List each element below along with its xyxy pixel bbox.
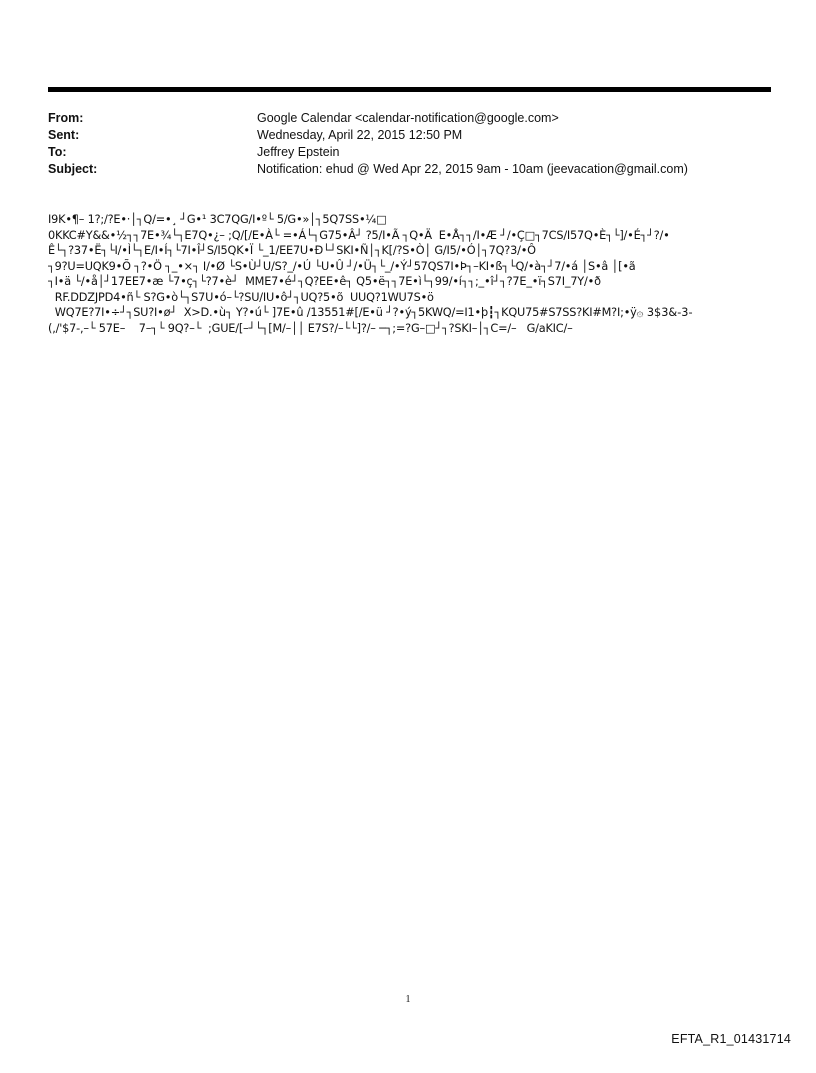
body-line: I9K•¶– 1?;/?E•·│┐Q/=•¸ ┘G•¹ 3C7QG/I•º└ 5/G•»│┐5Q7SS•¼□ bbox=[48, 213, 387, 226]
body-line: WQ7E?7I•÷┘┐SU?I•ø┘ X>D.•ù┐ Y?•ú└ ]7E•û /13551#[/E•ü ┘?•ý┐5KWQ/=I1•þ┇┐KQU75#S7SS?KI#M?I;•ÿ۞ 3$3&-3- bbox=[48, 306, 693, 319]
from-value: Google Calendar <calendar-notification@google.com> bbox=[257, 111, 559, 125]
body-line: Ê└┐?37•Ë┐└I/•Ì└┐E/I•Í┐└7I•Î┘S/I5QK•Ï └_1/EE7U•Ð└┘SKI•Ñ│┐K[/?S•Ò│ G/I5/•Ó│┐7Q?3/•Ô bbox=[48, 244, 536, 257]
subject-label: Subject: bbox=[48, 162, 98, 176]
sent-value: Wednesday, April 22, 2015 12:50 PM bbox=[257, 128, 463, 142]
from-label: From: bbox=[48, 111, 84, 125]
header-rule bbox=[48, 87, 771, 92]
to-row bbox=[48, 144, 768, 161]
body-line: RF.DDZJPD4•ñ└ S?G•ò└┐S7U•ó–└?SU/IU•ô┘┐UQ?5•õ UUQ?1WU7S•ö bbox=[48, 290, 434, 304]
to-label: To: bbox=[48, 145, 67, 159]
bates-number: EFTA_R1_01431714 bbox=[671, 1032, 791, 1046]
email-body bbox=[48, 212, 788, 336]
body-line: (,/'$7-,–└ 57E– 7–┐└ 9Q?–└ ;GUE/[–┘└┐[M/–││ E7S?/–└└]?/– ─┐;=?G–□┘┐?SKI–│┐C=/– G/aKIC/– bbox=[48, 321, 573, 335]
page-number: 1 bbox=[405, 994, 411, 1005]
sent-row bbox=[48, 127, 768, 144]
body-line: 0KKC#Y&&•½┐┐7E•¾└┐E7Q•¿– ;Q/[/E•À└ =•Á└┐G75•Â┘ ?5/I•Ã ┐Q•Ä E•Å┐┐/I•Æ ┘/•Ç□┐7CS/I57Q•È┐└]/•É┐┘?/• bbox=[48, 228, 670, 242]
sent-label: Sent: bbox=[48, 128, 80, 142]
body-line: ┐9?U=UQK9•Õ ┐?•Ö ┐_•×┐ I/•Ø └S•Ù┘U/S?_/•Ú └U•Û ┘/•Ü┐└_/•Ý┘57QS7I•Þ┐–KI•ß┐└Q/•à┐┘7/•á │S•â │[•ã bbox=[48, 259, 636, 273]
email-header bbox=[48, 110, 768, 178]
from-row bbox=[48, 110, 768, 127]
to-value: Jeffrey Epstein bbox=[257, 145, 340, 159]
subject-value: Notification: ehud @ Wed Apr 22, 2015 9am - 10am (jeevacation@gmail.com) bbox=[257, 162, 688, 176]
body-line: ┐I•ä └/•å│┘17EE7•æ └7•ç┐└?7•è┘ MME7•é┘┐Q?EE•ê┐ Q5•ë┐┐7E•ì└┐99/•í┐┐;_•î┘┐?7E_•ï┐S7I_7Y/•ð bbox=[48, 275, 601, 288]
subject-row bbox=[48, 161, 768, 178]
